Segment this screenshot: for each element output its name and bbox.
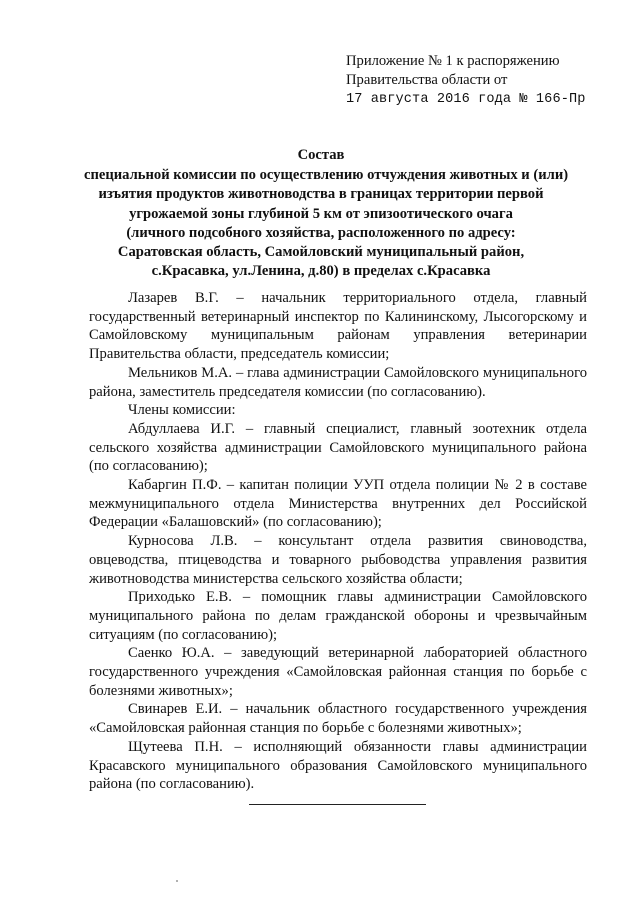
title-heading: Состав: [297, 147, 345, 163]
member-entry: Саенко Ю.А. – заведующий ветеринарной лабораторией областного государственного учреждения «Самойловская районная станция по борьбе с болезнями животных»;: [89, 645, 587, 699]
member-entry: Приходько Е.В. – помощник главы администрации Самойловского муниципального района по делам гражданской обороны и чрезвычайным ситуациям (по согласованию);: [89, 589, 587, 643]
title-line: изъятия продуктов животноводства в границах территории первой: [98, 186, 544, 203]
document-title: [84, 146, 569, 281]
closing-divider-line: [249, 804, 426, 805]
appendix-line-1: Приложение № 1 к распоряжению: [346, 53, 560, 69]
members-heading: Члены комиссии:: [128, 402, 236, 419]
title-line: специальной комиссии по осуществлению отчуждения животных и (или): [84, 167, 569, 184]
title-line: с.Красавка, ул.Ленина, д.80) в пределах с.Красавка: [151, 263, 491, 280]
appendix-note: [346, 52, 616, 109]
member-entry: Абдуллаева И.Г. – главный специалист, главный зоотехник отдела сельского хозяйства администрации Самойловского муниципального района (по согласованию);: [89, 420, 587, 475]
member-deputy-chairman: Мельников М.А. – глава администрации Самойловского муниципального района, заместитель председателя комиссии (по согласованию).: [89, 364, 587, 400]
title-line: угрожаемой зоны глубиной 5 км от эпизоотического очага: [129, 205, 513, 222]
appendix-line-2: Правительства области от: [346, 72, 508, 88]
member-entry: Кабаргин П.Ф. – капитан полиции УУП отдела полиции № 2 в составе межмуниципального отдела Министерства внутренних дел Российской Федерации «Балашовский» (по согласованию);: [89, 477, 587, 531]
appendix-line-3: 17 августа 2016 года № 166-Пр: [346, 92, 586, 107]
scan-speck: [176, 880, 178, 882]
title-line: Саратовская область, Самойловский муниципальный район,: [117, 244, 525, 261]
member-entry: Свинарев Е.И. – начальник областного государственного учреждения «Самойловская районная станция по борьбе с болезнями животных»;: [89, 701, 587, 737]
member-entry: Курносова Л.В. – консультант отдела развития свиноводства, овцеводства, птицеводства и товарного рыбоводства управления развития животноводства министерства сельского хозяйства области;: [89, 533, 587, 587]
member-chairman: Лазарев В.Г. – начальник территориального отдела, главный государственный ветеринарный инспектор по Калининскому, Лысогорскому и Самойловскому муниципальным районам управления ветеринарии Правительства области, председатель комиссии;: [89, 290, 587, 363]
commission-members-list: [89, 289, 587, 794]
member-entry: Щутеева П.Н. – исполняющий обязанности главы администрации Красавского муниципального образования Самойловского муниципального района (по согласованию).: [89, 738, 587, 793]
title-line: (личного подсобного хозяйства, расположенного по адресу:: [126, 224, 516, 241]
